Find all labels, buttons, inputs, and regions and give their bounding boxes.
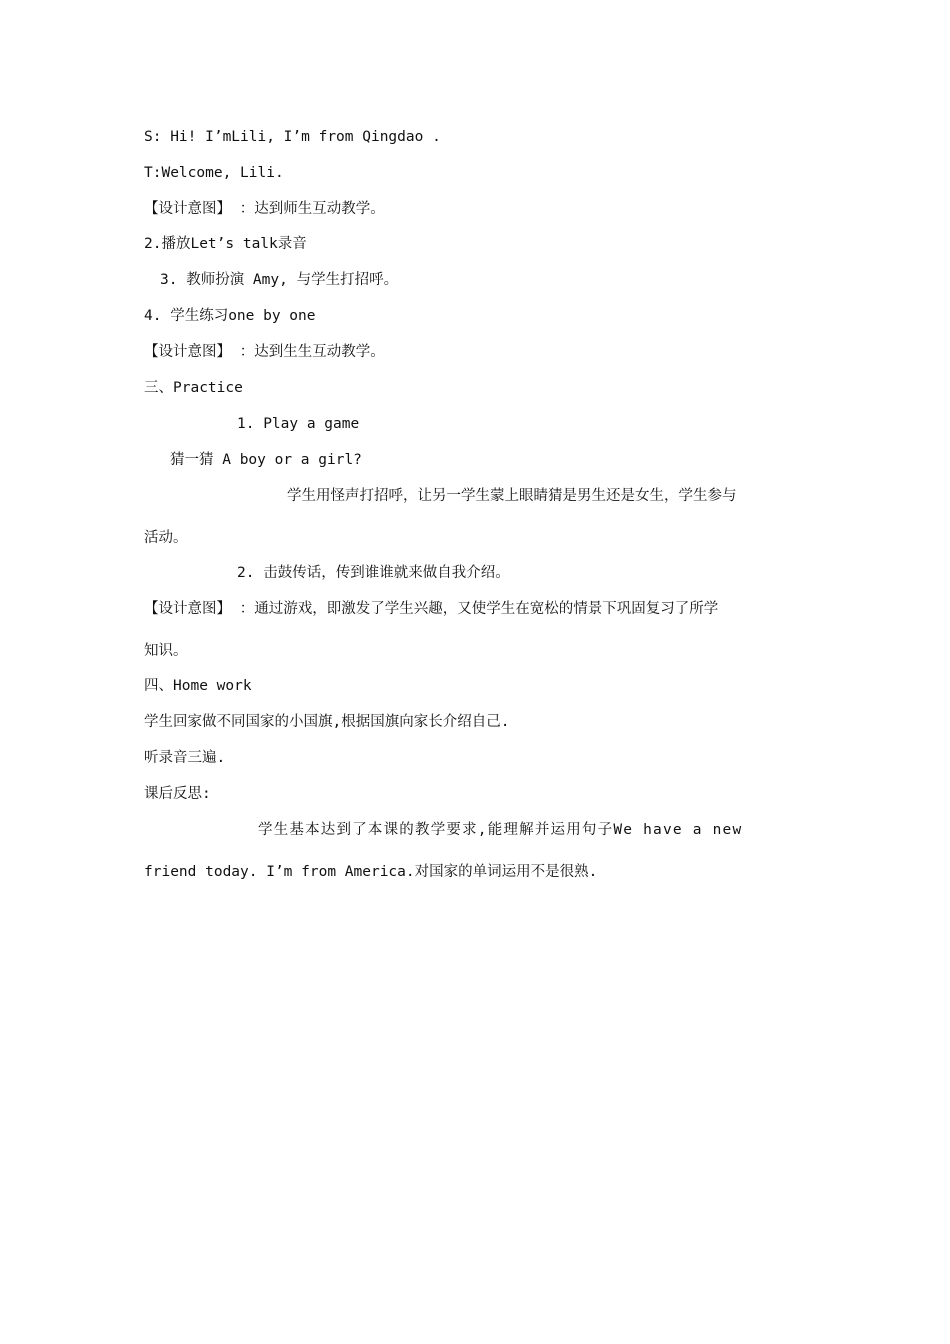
section-homework-heading: 四、Home work — [144, 678, 252, 694]
practice-item-1: 1. Play a game — [237, 416, 360, 432]
guess-game-line: 猜一猜 A boy or a girl? — [170, 452, 362, 468]
dialogue-line-teacher: T:Welcome, Lili. — [144, 165, 284, 181]
dialogue-line-student: S: Hi! I’mLili, I’m from Qingdao . — [144, 129, 441, 145]
design-intent-3: 【设计意图】 ：通过游戏，即激发了学生兴趣，又使学生在宽松的情景下巩固复习了所学 — [144, 601, 719, 617]
design-intent-2: 【设计意图】 ：达到生生互动教学。 — [144, 344, 385, 360]
design-intent-3-cont: 知识。 — [144, 643, 188, 659]
design-intent-1: 【设计意图】 ：达到师生互动教学。 — [144, 201, 385, 217]
game-description-cont: 活动。 — [144, 530, 188, 546]
reflection-heading: 课后反思: — [144, 786, 211, 802]
practice-item-2: 2. 击鼓传话，传到谁谁就来做自我介绍。 — [237, 565, 510, 581]
homework-item-2: 听录音三遍. — [144, 750, 226, 766]
game-description: 学生用怪声打招呼，让另一学生蒙上眼睛猜是男生还是女生，学生参与 — [287, 488, 737, 504]
step-3: 3. 教师扮演 Amy, 与学生打招呼。 — [160, 272, 399, 288]
step-4: 4. 学生练习one by one — [144, 308, 316, 324]
reflection-text: 学生基本达到了本课的教学要求,能理解并运用句子We have a new — [258, 822, 743, 838]
section-practice-heading: 三、Practice — [144, 380, 243, 396]
step-2: 2.播放Let’s talk录音 — [144, 236, 307, 252]
homework-item-1: 学生回家做不同国家的小国旗,根据国旗向家长介绍自己. — [144, 714, 510, 730]
reflection-text-cont: friend today. I’m from America.对国家的单词运用不是很熟. — [144, 864, 598, 880]
